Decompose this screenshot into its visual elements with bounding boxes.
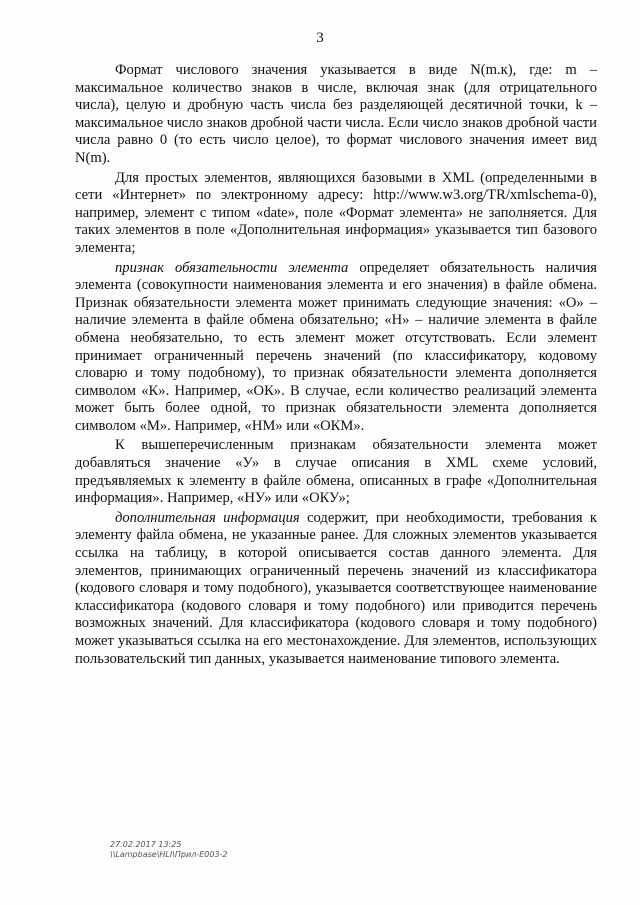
paragraph-mandatory-flag — [75, 260, 597, 436]
footer-timestamp: 27.02.2017 13:25 — [110, 840, 182, 849]
paragraph-text: Для простых элементов, являющихся базовыми в XML (определенными в сети «Интернет» по электронному адресу: http://www.w3.org/TR/xmlschema-0), например, элемент с типом «date», поле «Формат элемента» не заполняется. Для таких элементов в поле «Дополнительная информация» указывается тип базового элемента; — [75, 169, 597, 256]
paragraph-number-format — [75, 62, 597, 168]
paragraph-conditional-flag — [75, 437, 597, 507]
paragraph-text: содержит, при необходимости, требования к элементу файла обмена, не указанные ранее. Для сложных элементов указывается ссылка на таблицу, в которой описывается состав данного элемента. Для элементов, принимающих ограниченный перечень значений из классификатора (кодового словаря и тому подобного), указывается соответствующее наименование классификатора (кодового словаря и тому подобного) или приводится перечень возможных значений. Для классификатора (кодового словаря и тому подобного) может указываться ссылка на его местонахождение. Для элементов, использующих пользовательский тип данных, указывается наименование типового элемента. — [75, 509, 597, 667]
paragraph-additional-info — [75, 510, 597, 668]
paragraph-text: определяет обязательность наличия элемента (совокупности наименования элемента и его значения) в файле обмена. Признак обязательности элемента может принимать следующие значения: «О» – наличие элемента в файле обмена обязательно; «Н» – наличие элемента в файле обмена необязательно, то есть элемент может отсутствовать. Если элемент принимает ограниченный перечень значений (по классификатору, кодовому словарю и тому подобному), то признак обязательности элемента дополняется символом «К». Например, «ОК». В случае, если количество реализаций элемента может быть более одной, то признак обязательности элемента дополняется символом «М». Например, «НМ» или «ОКМ». — [75, 259, 597, 434]
paragraph-text: Формат числового значения указывается в виде N(m.к), где: m – максимальное количество знаков в числе, включая знак (для отрицательного числа), целую и дробную часть числа без разделяющей десятичной точки, k – максимальное число знаков дробной части числа. Если число знаков дробной части числа равно 0 (то есть число целое), то формат числового значения имеет вид N(m). — [75, 62, 597, 166]
print-footer — [110, 840, 228, 860]
page-number: 3 — [316, 30, 324, 46]
document-body — [75, 62, 597, 670]
footer-file-path: \\Lampbase\HLI\Прил-Е003-2 — [110, 850, 228, 859]
term-italic: дополнительная информация — [115, 509, 300, 526]
term-italic: признак обязательности элемента — [115, 259, 349, 276]
paragraph-text: К вышеперечисленным признакам обязательности элемента может добавляться значение «У» в случае описания в XML схеме условий, предъявляемых к элементу в файле обмена, описанных в графе «Дополнительная информация». Например, «НУ» или «ОКУ»; — [75, 437, 597, 507]
paragraph-xml-base-elements — [75, 170, 597, 258]
